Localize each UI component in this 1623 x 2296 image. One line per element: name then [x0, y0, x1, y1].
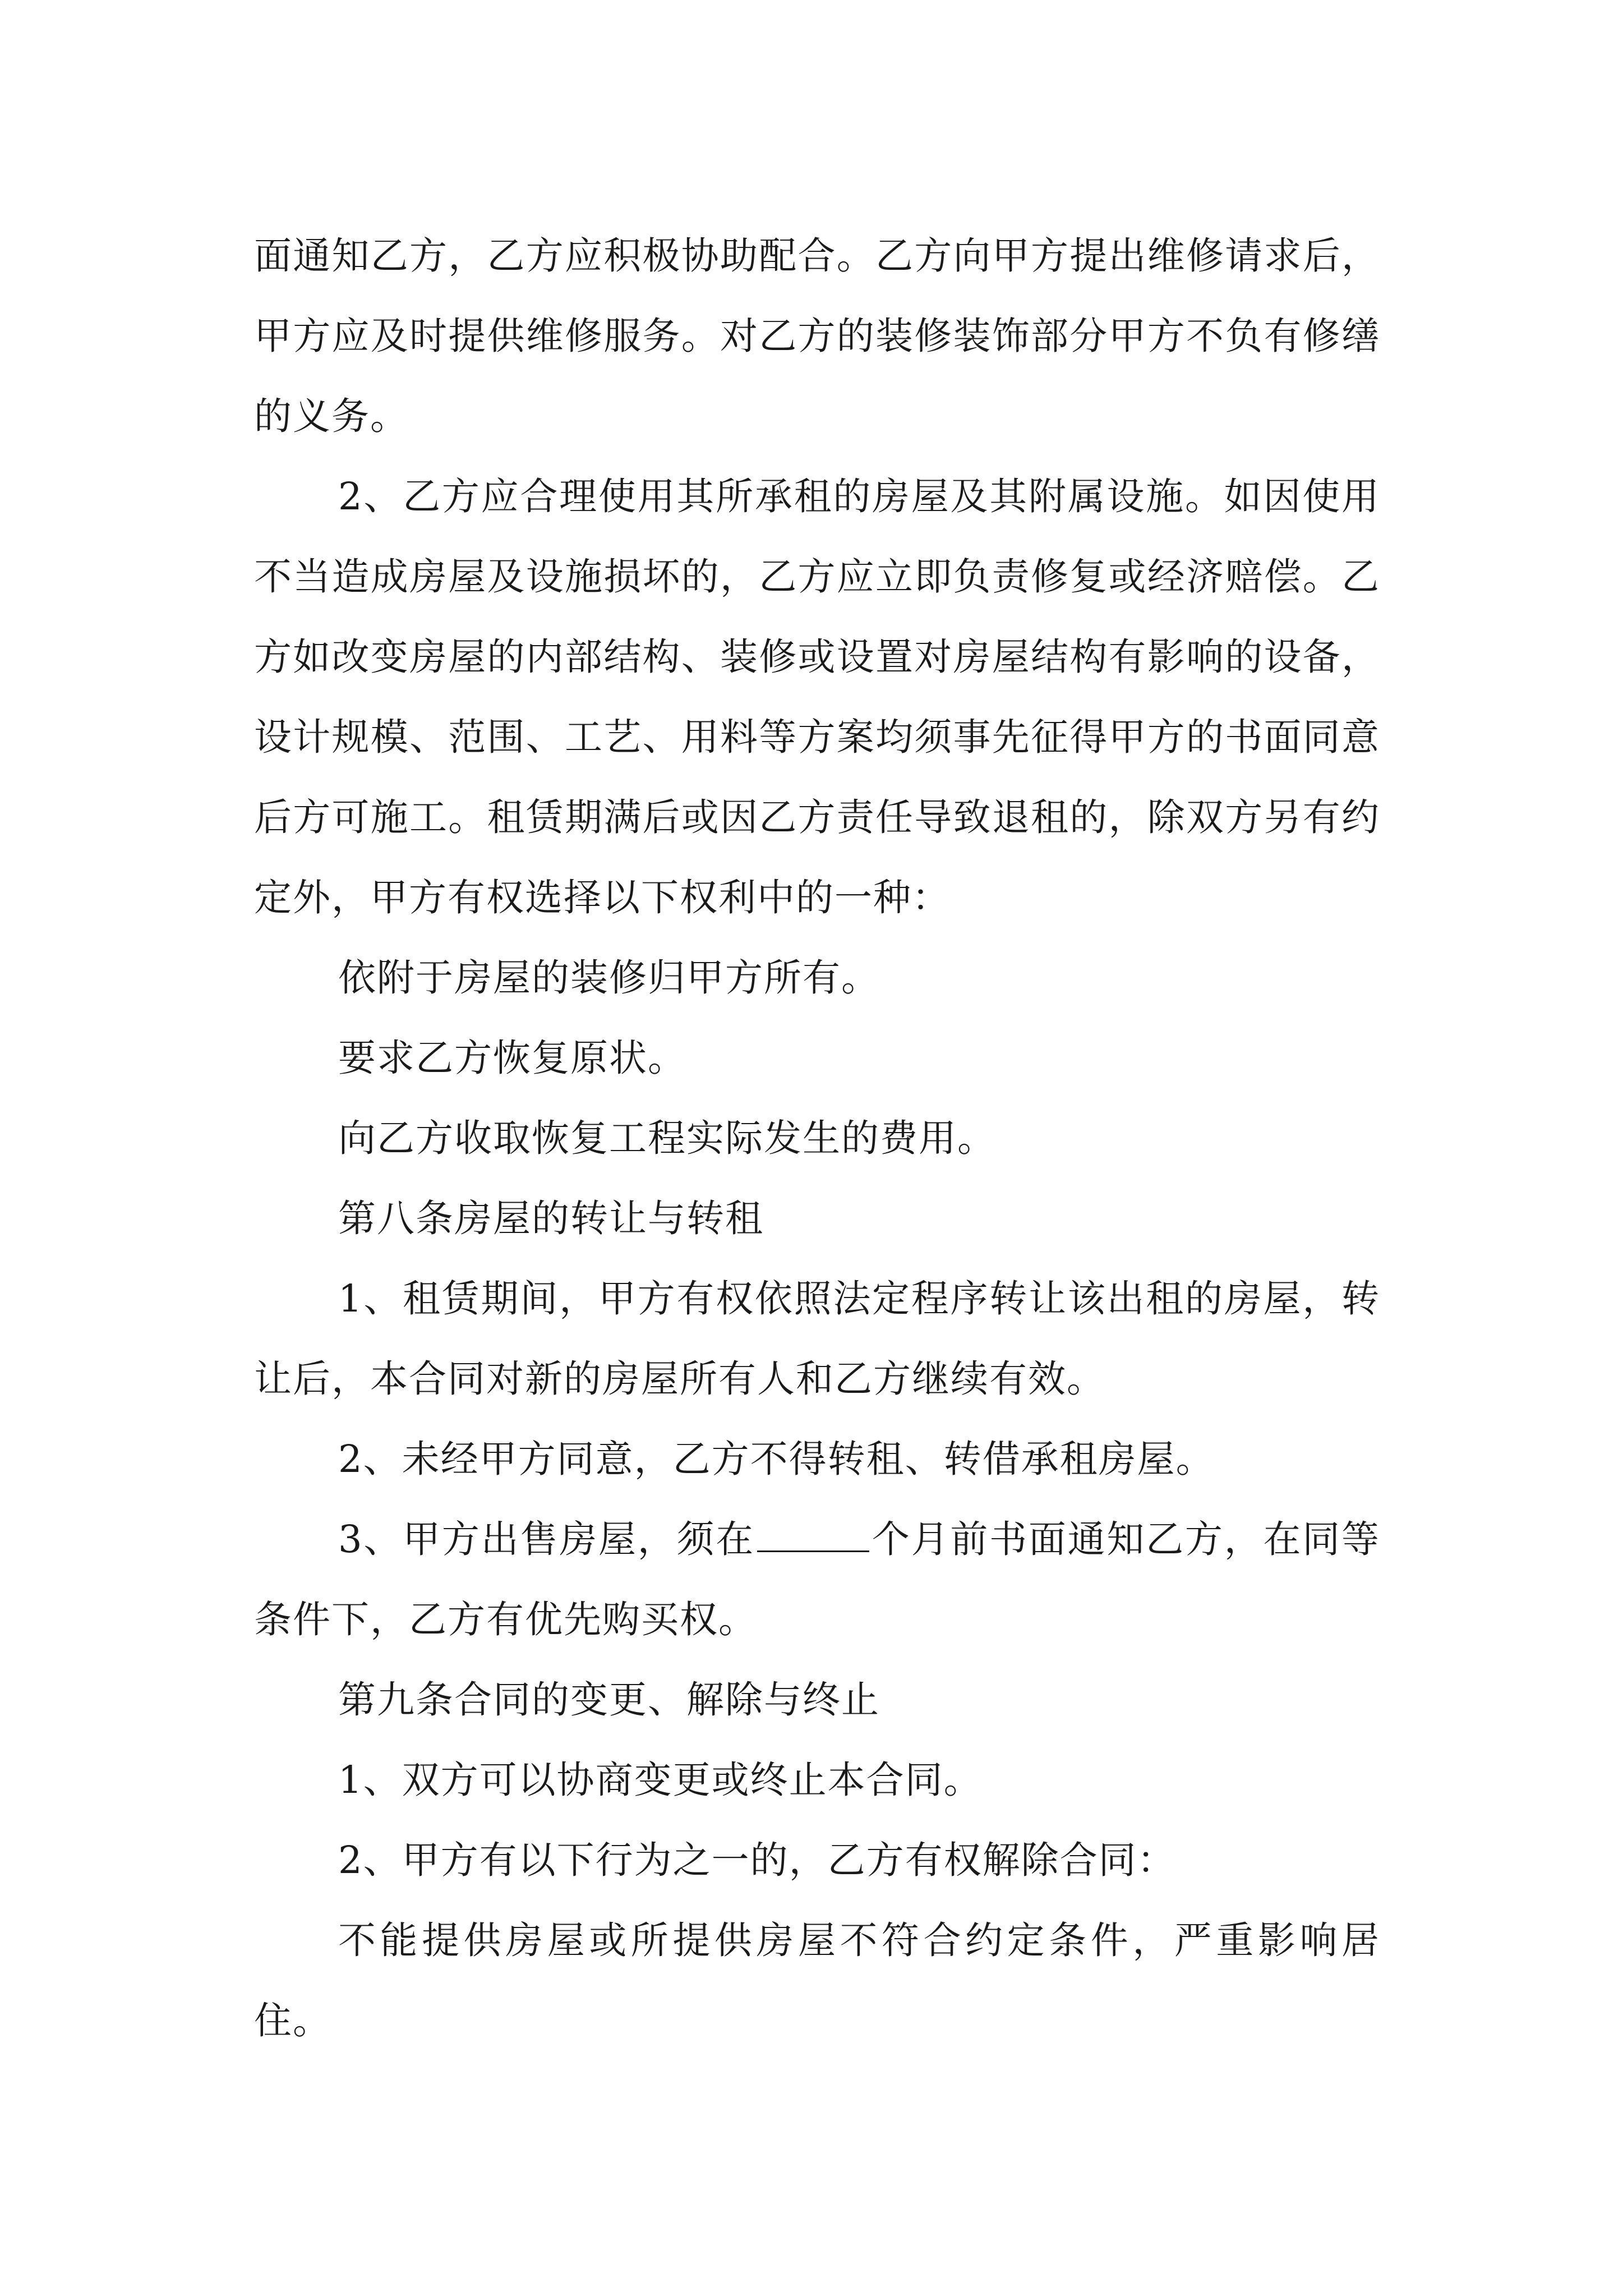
paragraph-article-8-item-2: 2、未经甲方同意，乙方不得转租、转借承租房屋。 — [338, 1437, 1215, 1481]
paragraph-option-restore: 要求乙方恢复原状。 — [338, 1036, 686, 1080]
article-9-heading: 第九条合同的变更、解除与终止 — [338, 1678, 880, 1722]
paragraph-option-decoration: 依附于房屋的装修归甲方所有。 — [338, 956, 880, 1000]
document-page — [254, 216, 1380, 2061]
paragraph-continuation: 面通知乙方，乙方应积极协助配合。乙方向甲方提出维修请求后，甲方应及时提供维修服务。对乙方的装修装饰部分甲方不负有修缮的义务。 — [254, 234, 1380, 438]
paragraph-article-9-item-2: 2、甲方有以下行为之一的，乙方有权解除合同： — [338, 1838, 1176, 1882]
paragraph-article-8-item-3 — [254, 1499, 1380, 1660]
item-3-text-after: 个月前书面通知乙方，在同等条件下，乙方有优先购买权。 — [254, 1517, 1380, 1641]
article-8-heading: 第八条房屋的转让与转租 — [338, 1197, 764, 1240]
fill-in-blank-months — [757, 1513, 869, 1552]
item-3-text-before: 3、甲方出售房屋，须在 — [338, 1517, 755, 1561]
paragraph-article-9-condition: 不能提供房屋或所提供房屋不符合约定条件，严重影响居住。 — [254, 1918, 1380, 2042]
paragraph-article-9-item-1: 1、双方可以协商变更或终止本合同。 — [338, 1758, 983, 1802]
paragraph-article-8-item-1: 1、租赁期间，甲方有权依照法定程序转让该出租的房屋，转让后，本合同对新的房屋所有人和乙方继续有效。 — [254, 1277, 1380, 1401]
paragraph-option-fee: 向乙方收取恢复工程实际发生的费用。 — [338, 1116, 996, 1160]
paragraph-clause-2-use: 2、乙方应合理使用其所承租的房屋及其附属设施。如因使用不当造成房屋及设施损坏的，乙方应立即负责修复或经济赔偿。乙方如改变房屋的内部结构、装修或设置对房屋结构有影响的设备，设计规模、范围、工艺、用料等方案均须事先征得甲方的书面同意后方可施工。租赁期满后或因乙方责任导致退租的，除双方另有约定外，甲方有权选择以下权利中的一种： — [254, 475, 1380, 919]
